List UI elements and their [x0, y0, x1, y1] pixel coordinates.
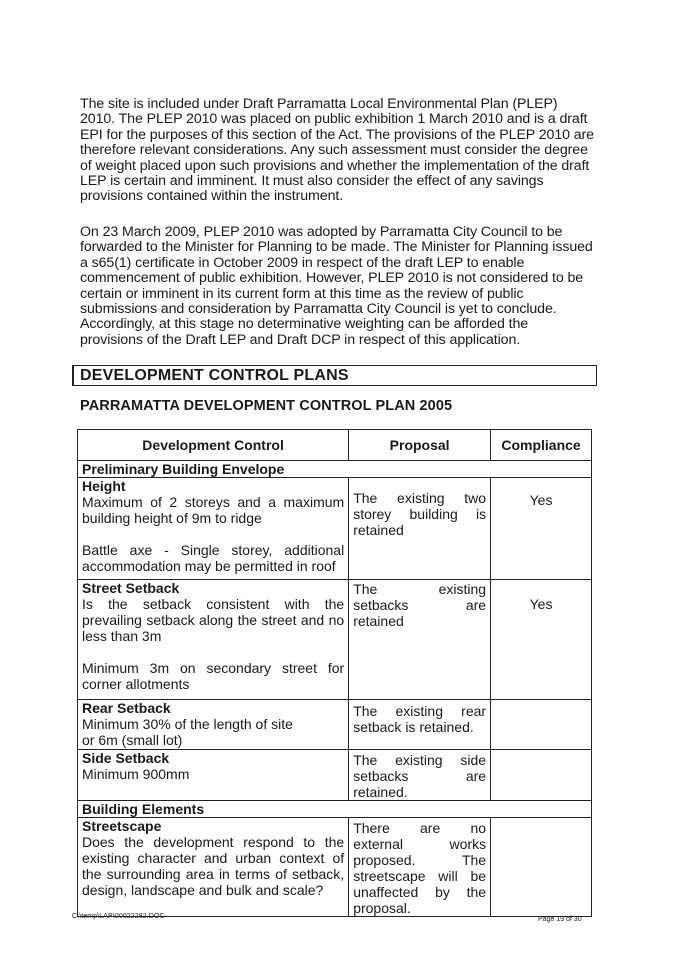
- control-text: Minimum 30% of the length of site: [82, 716, 293, 732]
- table-header-row: [78, 430, 592, 461]
- table-row: [78, 750, 592, 801]
- control-title: Street Setback: [82, 580, 180, 596]
- group-row: [78, 801, 592, 818]
- table-row: [78, 818, 592, 917]
- section-heading-box: [72, 365, 597, 386]
- control-title: Side Setback: [82, 750, 170, 766]
- control-text: Minimum 900mm: [82, 766, 190, 782]
- group-building-elements: Building Elements: [78, 801, 592, 818]
- control-title: Height: [82, 478, 126, 494]
- compliance-cell: [491, 818, 592, 917]
- control-text: or 6m (small lot): [82, 732, 183, 748]
- lep-paragraph: The site is included under Draft Parramatta Local Environmental Plan (PLEP) 2010. The PLEP 2010 was placed on public exhibition 1 March 2010 and is a draft EPI for the purposes of this section of the Act. The provisions of the PLEP 2010 are therefore relevant considerations. Any such assessment must consider the degree of weight placed upon such provisions and whether the implementation of the draft LEP is certain and imminent. It must also consider the effect of any savings provisions contained within the instrument.: [80, 96, 594, 205]
- section-heading: DEVELOPMENT CONTROL PLANS: [80, 367, 349, 384]
- dcp-title: PARRAMATTA DEVELOPMENT CONTROL PLAN 2005: [80, 398, 453, 414]
- lep-adoption-paragraph: On 23 March 2009, PLEP 2010 was adopted by Parramatta City Council to be forwarded to the Minister for Planning to be made. The Minister for Planning issued a s65(1) certificate in October 2009 in respect of the draft LEP to enable commencement of public exhibition. However, PLEP 2010 is not considered to be certain or imminent in its current form at this time as the review of public submissions and consideration by Parramatta City Council is yet to conclude. Accordingly, at this stage no determinative weighting can be afforded the provisions of the Draft LEP and Draft DCP in respect of this application.: [80, 224, 593, 348]
- group-preliminary-building-envelope: Preliminary Building Envelope: [78, 461, 592, 478]
- group-row: [78, 461, 592, 478]
- header-compliance: Compliance: [491, 430, 592, 461]
- table-row: [78, 700, 592, 750]
- control-cell: [78, 478, 349, 580]
- control-text: Is the setback consistent with the prevailing setback along the street and no less than 3m: [82, 596, 345, 644]
- control-text: Maximum of 2 storeys and a maximum building height of 9m to ridge: [82, 494, 345, 526]
- proposal-cell: The existing two storey building is retained: [349, 478, 491, 580]
- control-text: Minimum 3m on secondary street for corner allotments: [82, 660, 345, 692]
- compliance-cell: [491, 750, 592, 801]
- proposal-cell: The existing rear setback is retained.: [349, 700, 491, 750]
- control-text: Does the development respond to the existing character and urban context of the surrounding area in terms of setback, design, landscape and bulk and scale?: [82, 834, 345, 898]
- dcp-compliance-table: [77, 429, 592, 917]
- table-row: [78, 580, 592, 700]
- compliance-cell: Yes: [491, 580, 592, 700]
- footer-page-number: Page 19 of 30: [538, 916, 582, 923]
- control-cell: [78, 818, 349, 917]
- table-row: [78, 478, 592, 580]
- footer-file-path: C:\temp\LAP\00022282.DOC: [72, 913, 165, 920]
- control-cell: [78, 580, 349, 700]
- header-proposal: Proposal: [349, 430, 491, 461]
- control-title: Streetscape: [82, 818, 162, 834]
- proposal-cell: The existing side setbacks are retained.: [349, 750, 491, 801]
- proposal-cell: There are no external works proposed. The streetscape will be unaffected by the proposal.: [349, 818, 491, 917]
- control-text: Battle axe - Single storey, additional accommodation may be permitted in roof: [82, 542, 345, 574]
- control-cell: [78, 700, 349, 750]
- header-development-control: Development Control: [78, 430, 349, 461]
- compliance-cell: Yes: [491, 478, 592, 580]
- proposal-cell: The existing setbacks are retained: [349, 580, 491, 700]
- control-cell: [78, 750, 349, 801]
- control-title: Rear Setback: [82, 700, 171, 716]
- compliance-cell: [491, 700, 592, 750]
